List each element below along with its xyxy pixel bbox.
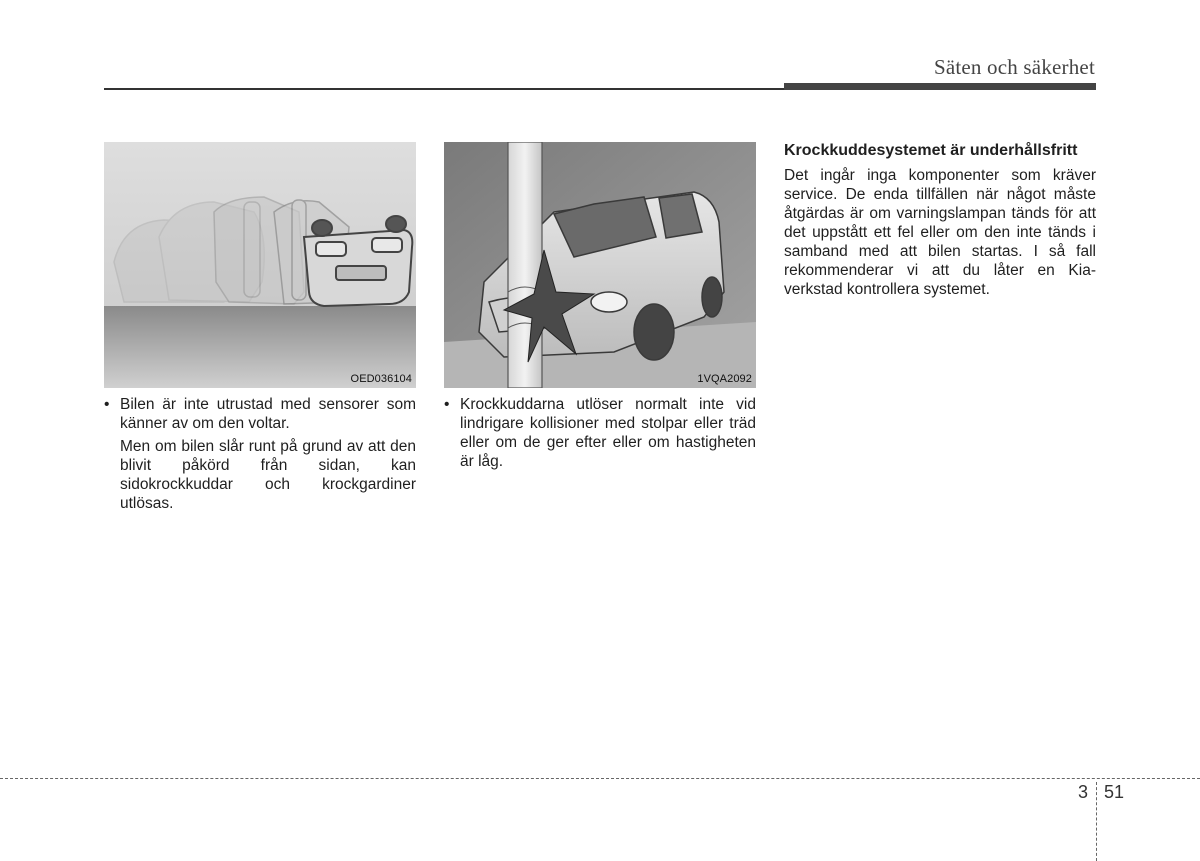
section-body: Det ingår inga komponenter som kräver service. De enda tillfällen när något måste åtgärdas är om varningslampan tänds för att det uppstått ett fel eller om den inte tänds i samband med att bilen startas. I så fall rekommenderar vi att du låter en Kia-verkstad kontrollera systemet. [784,167,1096,298]
maintenance-section [784,141,1096,299]
pole-collision-note [444,395,756,471]
chapter-number: 3 [1078,782,1089,802]
figure-code: 1VQA2092 [697,373,752,385]
page-header-title: Säten och säkerhet [933,55,1095,79]
footer-divider [0,778,1200,779]
figure-code: OED036104 [350,373,412,385]
rollover-note [104,395,416,513]
car-rollover-illustration [104,142,416,388]
rollover-note-text: Bilen är inte utrustad med sensorer som känner av om den voltar. [120,396,416,432]
bullet-marker: • [444,396,450,413]
rollover-note-continuation: Men om bilen slår runt på grund av att den blivit påkörd från sidan, kan sidokrockkuddar och krockgardiner utlösas. [120,438,416,512]
page-number: 51 [1104,782,1125,802]
car-pole-collision-illustration [444,142,756,388]
footer-vertical-divider [1096,782,1097,861]
pole-collision-note-text: Krockkuddarna utlöser normalt inte vid lindrigare kollisioner med stolpar eller träd eller om de ger efter eller om hastigheten är låg. [460,396,756,470]
header-rule-accent [784,83,1096,90]
figure-pole-collision [444,142,756,388]
header-rule [104,88,784,90]
section-heading: Krockkuddesystemet är underhållsfritt [784,142,1078,159]
bullet-marker: • [104,396,110,413]
figure-rollover [104,142,416,388]
